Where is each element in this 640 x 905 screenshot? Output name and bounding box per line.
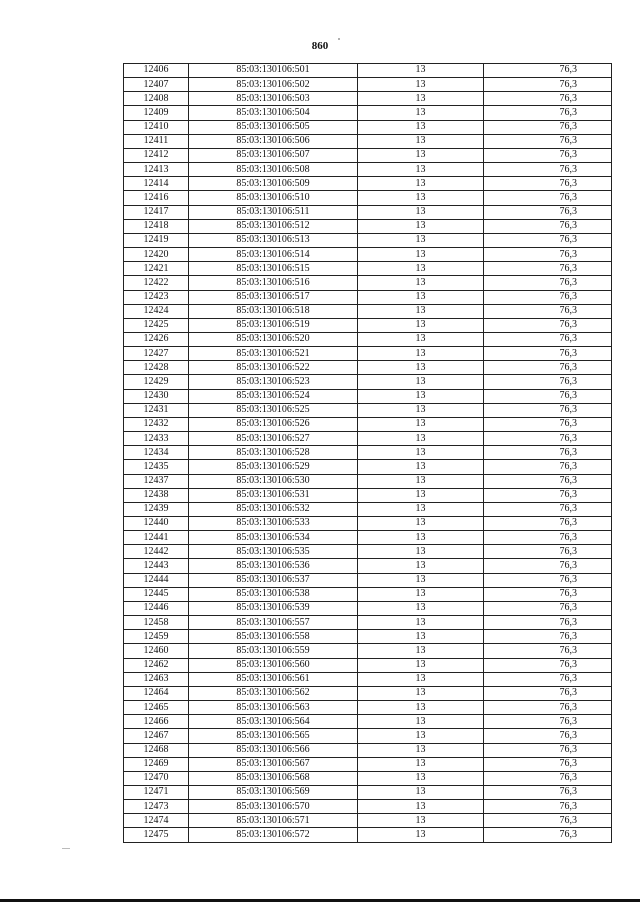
cadastral-number-cell: 85:03:130106:565 bbox=[189, 729, 358, 743]
table-row bbox=[124, 432, 612, 446]
cadastral-number-cell: 85:03:130106:521 bbox=[189, 347, 358, 361]
floor-cell: 13 bbox=[358, 502, 484, 516]
floor-cell: 13 bbox=[358, 814, 484, 828]
row-number-cell: 12422 bbox=[124, 276, 189, 290]
area-cell: 76,3 bbox=[484, 800, 612, 814]
row-number-cell: 12407 bbox=[124, 78, 189, 92]
cadastral-number-cell: 85:03:130106:559 bbox=[189, 644, 358, 658]
area-cell: 76,3 bbox=[484, 432, 612, 446]
cadastral-number-cell: 85:03:130106:567 bbox=[189, 757, 358, 771]
cadastral-number-cell: 85:03:130106:522 bbox=[189, 361, 358, 375]
table-row bbox=[124, 375, 612, 389]
row-number-cell: 12430 bbox=[124, 389, 189, 403]
table-row bbox=[124, 474, 612, 488]
area-cell: 76,3 bbox=[484, 729, 612, 743]
table-row bbox=[124, 559, 612, 573]
area-cell: 76,3 bbox=[484, 601, 612, 615]
area-cell: 76,3 bbox=[484, 658, 612, 672]
cadastral-number-cell: 85:03:130106:562 bbox=[189, 686, 358, 700]
row-number-cell: 12432 bbox=[124, 417, 189, 431]
cadastral-number-cell: 85:03:130106:561 bbox=[189, 672, 358, 686]
table-row bbox=[124, 290, 612, 304]
floor-cell: 13 bbox=[358, 559, 484, 573]
table-row bbox=[124, 78, 612, 92]
cadastral-number-cell: 85:03:130106:557 bbox=[189, 616, 358, 630]
table-row bbox=[124, 785, 612, 799]
floor-cell: 13 bbox=[358, 205, 484, 219]
floor-cell: 13 bbox=[358, 460, 484, 474]
area-cell: 76,3 bbox=[484, 446, 612, 460]
cadastral-number-cell: 85:03:130106:558 bbox=[189, 630, 358, 644]
row-number-cell: 12474 bbox=[124, 814, 189, 828]
area-cell: 76,3 bbox=[484, 163, 612, 177]
area-cell: 76,3 bbox=[484, 248, 612, 262]
cadastral-number-cell: 85:03:130106:512 bbox=[189, 219, 358, 233]
cadastral-number-cell: 85:03:130106:508 bbox=[189, 163, 358, 177]
floor-cell: 13 bbox=[358, 134, 484, 148]
floor-cell: 13 bbox=[358, 658, 484, 672]
row-number-cell: 12440 bbox=[124, 517, 189, 531]
cadastral-number-cell: 85:03:130106:532 bbox=[189, 502, 358, 516]
row-number-cell: 12416 bbox=[124, 191, 189, 205]
area-cell: 76,3 bbox=[484, 771, 612, 785]
area-cell: 76,3 bbox=[484, 517, 612, 531]
area-cell: 76,3 bbox=[484, 219, 612, 233]
row-number-cell: 12441 bbox=[124, 531, 189, 545]
row-number-cell: 12434 bbox=[124, 446, 189, 460]
row-number-cell: 12464 bbox=[124, 686, 189, 700]
area-cell: 76,3 bbox=[484, 177, 612, 191]
floor-cell: 13 bbox=[358, 488, 484, 502]
row-number-cell: 12408 bbox=[124, 92, 189, 106]
table-row bbox=[124, 771, 612, 785]
table-row bbox=[124, 446, 612, 460]
table-row bbox=[124, 177, 612, 191]
row-number-cell: 12466 bbox=[124, 715, 189, 729]
row-number-cell: 12473 bbox=[124, 800, 189, 814]
floor-cell: 13 bbox=[358, 686, 484, 700]
area-cell: 76,3 bbox=[484, 304, 612, 318]
row-number-cell: 12411 bbox=[124, 134, 189, 148]
cadastral-number-cell: 85:03:130106:516 bbox=[189, 276, 358, 290]
table-row bbox=[124, 276, 612, 290]
table-row bbox=[124, 205, 612, 219]
table-row bbox=[124, 601, 612, 615]
table-row bbox=[124, 701, 612, 715]
area-cell: 76,3 bbox=[484, 233, 612, 247]
floor-cell: 13 bbox=[358, 616, 484, 630]
row-number-cell: 12445 bbox=[124, 587, 189, 601]
table-row bbox=[124, 92, 612, 106]
area-cell: 76,3 bbox=[484, 318, 612, 332]
table-row bbox=[124, 616, 612, 630]
row-number-cell: 12469 bbox=[124, 757, 189, 771]
row-number-cell: 12475 bbox=[124, 828, 189, 842]
row-number-cell: 12424 bbox=[124, 304, 189, 318]
table-row bbox=[124, 517, 612, 531]
row-number-cell: 12421 bbox=[124, 262, 189, 276]
cadastral-number-cell: 85:03:130106:511 bbox=[189, 205, 358, 219]
table-row bbox=[124, 502, 612, 516]
floor-cell: 13 bbox=[358, 120, 484, 134]
table-row bbox=[124, 488, 612, 502]
table-row bbox=[124, 248, 612, 262]
cadastral-number-cell: 85:03:130106:527 bbox=[189, 432, 358, 446]
floor-cell: 13 bbox=[358, 304, 484, 318]
table-row bbox=[124, 800, 612, 814]
cadastral-number-cell: 85:03:130106:564 bbox=[189, 715, 358, 729]
cadastral-number-cell: 85:03:130106:501 bbox=[189, 64, 358, 78]
floor-cell: 13 bbox=[358, 375, 484, 389]
row-number-cell: 12417 bbox=[124, 205, 189, 219]
floor-cell: 13 bbox=[358, 290, 484, 304]
table-row bbox=[124, 531, 612, 545]
floor-cell: 13 bbox=[358, 92, 484, 106]
area-cell: 76,3 bbox=[484, 488, 612, 502]
area-cell: 76,3 bbox=[484, 276, 612, 290]
row-number-cell: 12444 bbox=[124, 573, 189, 587]
row-number-cell: 12439 bbox=[124, 502, 189, 516]
cadastral-number-cell: 85:03:130106:504 bbox=[189, 106, 358, 120]
floor-cell: 13 bbox=[358, 318, 484, 332]
cadastral-number-cell: 85:03:130106:536 bbox=[189, 559, 358, 573]
floor-cell: 13 bbox=[358, 828, 484, 842]
area-cell: 76,3 bbox=[484, 630, 612, 644]
table-row bbox=[124, 64, 612, 78]
table-row bbox=[124, 361, 612, 375]
area-cell: 76,3 bbox=[484, 460, 612, 474]
cadastral-number-cell: 85:03:130106:538 bbox=[189, 587, 358, 601]
table-row bbox=[124, 403, 612, 417]
row-number-cell: 12426 bbox=[124, 332, 189, 346]
area-cell: 76,3 bbox=[484, 205, 612, 219]
floor-cell: 13 bbox=[358, 701, 484, 715]
area-cell: 76,3 bbox=[484, 502, 612, 516]
cadastral-number-cell: 85:03:130106:517 bbox=[189, 290, 358, 304]
row-number-cell: 12412 bbox=[124, 148, 189, 162]
cadastral-number-cell: 85:03:130106:529 bbox=[189, 460, 358, 474]
floor-cell: 13 bbox=[358, 800, 484, 814]
cadastral-number-cell: 85:03:130106:563 bbox=[189, 701, 358, 715]
floor-cell: 13 bbox=[358, 332, 484, 346]
cadastral-number-cell: 85:03:130106:510 bbox=[189, 191, 358, 205]
cadastral-number-cell: 85:03:130106:506 bbox=[189, 134, 358, 148]
row-number-cell: 12465 bbox=[124, 701, 189, 715]
row-number-cell: 12435 bbox=[124, 460, 189, 474]
row-number-cell: 12438 bbox=[124, 488, 189, 502]
floor-cell: 13 bbox=[358, 573, 484, 587]
row-number-cell: 12428 bbox=[124, 361, 189, 375]
floor-cell: 13 bbox=[358, 106, 484, 120]
table-row bbox=[124, 573, 612, 587]
table-row bbox=[124, 587, 612, 601]
cadastral-number-cell: 85:03:130106:514 bbox=[189, 248, 358, 262]
row-number-cell: 12409 bbox=[124, 106, 189, 120]
area-cell: 76,3 bbox=[484, 148, 612, 162]
cadastral-number-cell: 85:03:130106:524 bbox=[189, 389, 358, 403]
floor-cell: 13 bbox=[358, 177, 484, 191]
row-number-cell: 12471 bbox=[124, 785, 189, 799]
area-cell: 76,3 bbox=[484, 417, 612, 431]
scan-speck bbox=[338, 38, 340, 40]
cadastral-number-cell: 85:03:130106:566 bbox=[189, 743, 358, 757]
row-number-cell: 12443 bbox=[124, 559, 189, 573]
area-cell: 76,3 bbox=[484, 347, 612, 361]
cadastral-number-cell: 85:03:130106:525 bbox=[189, 403, 358, 417]
table-row bbox=[124, 347, 612, 361]
row-number-cell: 12463 bbox=[124, 672, 189, 686]
table-row bbox=[124, 134, 612, 148]
margin-mark bbox=[62, 848, 70, 849]
area-cell: 76,3 bbox=[484, 616, 612, 630]
cadastral-number-cell: 85:03:130106:507 bbox=[189, 148, 358, 162]
row-number-cell: 12437 bbox=[124, 474, 189, 488]
area-cell: 76,3 bbox=[484, 686, 612, 700]
table-row bbox=[124, 191, 612, 205]
cadastral-number-cell: 85:03:130106:572 bbox=[189, 828, 358, 842]
table-row bbox=[124, 318, 612, 332]
floor-cell: 13 bbox=[358, 587, 484, 601]
cadastral-number-cell: 85:03:130106:531 bbox=[189, 488, 358, 502]
cadastral-number-cell: 85:03:130106:519 bbox=[189, 318, 358, 332]
table-row bbox=[124, 120, 612, 134]
floor-cell: 13 bbox=[358, 545, 484, 559]
row-number-cell: 12423 bbox=[124, 290, 189, 304]
area-cell: 76,3 bbox=[484, 191, 612, 205]
row-number-cell: 12462 bbox=[124, 658, 189, 672]
cadastral-number-cell: 85:03:130106:534 bbox=[189, 531, 358, 545]
area-cell: 76,3 bbox=[484, 757, 612, 771]
cadastral-number-cell: 85:03:130106:537 bbox=[189, 573, 358, 587]
cadastral-number-cell: 85:03:130106:569 bbox=[189, 785, 358, 799]
table-row bbox=[124, 743, 612, 757]
row-number-cell: 12425 bbox=[124, 318, 189, 332]
floor-cell: 13 bbox=[358, 389, 484, 403]
floor-cell: 13 bbox=[358, 233, 484, 247]
cadastral-number-cell: 85:03:130106:533 bbox=[189, 517, 358, 531]
table-row bbox=[124, 304, 612, 318]
area-cell: 76,3 bbox=[484, 106, 612, 120]
cadastral-number-cell: 85:03:130106:502 bbox=[189, 78, 358, 92]
cadastral-number-cell: 85:03:130106:560 bbox=[189, 658, 358, 672]
floor-cell: 13 bbox=[358, 630, 484, 644]
cadastral-number-cell: 85:03:130106:513 bbox=[189, 233, 358, 247]
floor-cell: 13 bbox=[358, 644, 484, 658]
area-cell: 76,3 bbox=[484, 814, 612, 828]
area-cell: 76,3 bbox=[484, 531, 612, 545]
area-cell: 76,3 bbox=[484, 545, 612, 559]
row-number-cell: 12470 bbox=[124, 771, 189, 785]
table-row bbox=[124, 757, 612, 771]
cadastral-number-cell: 85:03:130106:535 bbox=[189, 545, 358, 559]
table-row bbox=[124, 460, 612, 474]
row-number-cell: 12460 bbox=[124, 644, 189, 658]
table-row bbox=[124, 233, 612, 247]
area-cell: 76,3 bbox=[484, 559, 612, 573]
table-row bbox=[124, 658, 612, 672]
area-cell: 76,3 bbox=[484, 743, 612, 757]
table-row bbox=[124, 814, 612, 828]
row-number-cell: 12418 bbox=[124, 219, 189, 233]
page-number: 860 bbox=[311, 40, 329, 52]
floor-cell: 13 bbox=[358, 191, 484, 205]
table-row bbox=[124, 729, 612, 743]
floor-cell: 13 bbox=[358, 361, 484, 375]
floor-cell: 13 bbox=[358, 276, 484, 290]
cadastral-number-cell: 85:03:130106:526 bbox=[189, 417, 358, 431]
row-number-cell: 12414 bbox=[124, 177, 189, 191]
floor-cell: 13 bbox=[358, 517, 484, 531]
cadastral-number-cell: 85:03:130106:528 bbox=[189, 446, 358, 460]
area-cell: 76,3 bbox=[484, 715, 612, 729]
floor-cell: 13 bbox=[358, 771, 484, 785]
area-cell: 76,3 bbox=[484, 474, 612, 488]
row-number-cell: 12467 bbox=[124, 729, 189, 743]
table-row bbox=[124, 686, 612, 700]
area-cell: 76,3 bbox=[484, 644, 612, 658]
cadastral-number-cell: 85:03:130106:520 bbox=[189, 332, 358, 346]
row-number-cell: 12406 bbox=[124, 64, 189, 78]
table-row bbox=[124, 715, 612, 729]
table-row bbox=[124, 332, 612, 346]
table-body bbox=[124, 64, 612, 843]
cadastral-number-cell: 85:03:130106:518 bbox=[189, 304, 358, 318]
area-cell: 76,3 bbox=[484, 701, 612, 715]
row-number-cell: 12468 bbox=[124, 743, 189, 757]
table-row bbox=[124, 106, 612, 120]
table-row bbox=[124, 644, 612, 658]
floor-cell: 13 bbox=[358, 219, 484, 233]
cadastral-number-cell: 85:03:130106:539 bbox=[189, 601, 358, 615]
floor-cell: 13 bbox=[358, 729, 484, 743]
table-row bbox=[124, 262, 612, 276]
floor-cell: 13 bbox=[358, 446, 484, 460]
row-number-cell: 12419 bbox=[124, 233, 189, 247]
row-number-cell: 12458 bbox=[124, 616, 189, 630]
area-cell: 76,3 bbox=[484, 389, 612, 403]
table-row bbox=[124, 417, 612, 431]
cadastral-number-cell: 85:03:130106:509 bbox=[189, 177, 358, 191]
cadastral-number-cell: 85:03:130106:570 bbox=[189, 800, 358, 814]
table-row bbox=[124, 219, 612, 233]
row-number-cell: 12459 bbox=[124, 630, 189, 644]
area-cell: 76,3 bbox=[484, 332, 612, 346]
floor-cell: 13 bbox=[358, 248, 484, 262]
floor-cell: 13 bbox=[358, 672, 484, 686]
floor-cell: 13 bbox=[358, 601, 484, 615]
floor-cell: 13 bbox=[358, 417, 484, 431]
area-cell: 76,3 bbox=[484, 64, 612, 78]
table-row bbox=[124, 163, 612, 177]
area-cell: 76,3 bbox=[484, 120, 612, 134]
floor-cell: 13 bbox=[358, 757, 484, 771]
floor-cell: 13 bbox=[358, 64, 484, 78]
table-row bbox=[124, 389, 612, 403]
floor-cell: 13 bbox=[358, 148, 484, 162]
floor-cell: 13 bbox=[358, 403, 484, 417]
cadastral-number-cell: 85:03:130106:568 bbox=[189, 771, 358, 785]
cadastral-number-cell: 85:03:130106:515 bbox=[189, 262, 358, 276]
table-row bbox=[124, 630, 612, 644]
area-cell: 76,3 bbox=[484, 672, 612, 686]
bottom-rule bbox=[0, 899, 640, 902]
area-cell: 76,3 bbox=[484, 573, 612, 587]
area-cell: 76,3 bbox=[484, 92, 612, 106]
row-number-cell: 12413 bbox=[124, 163, 189, 177]
area-cell: 76,3 bbox=[484, 361, 612, 375]
table-row bbox=[124, 545, 612, 559]
cadastral-number-cell: 85:03:130106:505 bbox=[189, 120, 358, 134]
floor-cell: 13 bbox=[358, 743, 484, 757]
floor-cell: 13 bbox=[358, 262, 484, 276]
area-cell: 76,3 bbox=[484, 785, 612, 799]
cadastral-number-cell: 85:03:130106:530 bbox=[189, 474, 358, 488]
floor-cell: 13 bbox=[358, 432, 484, 446]
area-cell: 76,3 bbox=[484, 375, 612, 389]
table-row bbox=[124, 148, 612, 162]
area-cell: 76,3 bbox=[484, 262, 612, 276]
data-table bbox=[123, 63, 612, 843]
row-number-cell: 12446 bbox=[124, 601, 189, 615]
floor-cell: 13 bbox=[358, 474, 484, 488]
table-row bbox=[124, 672, 612, 686]
row-number-cell: 12442 bbox=[124, 545, 189, 559]
cadastral-number-cell: 85:03:130106:571 bbox=[189, 814, 358, 828]
cadastral-number-cell: 85:03:130106:523 bbox=[189, 375, 358, 389]
floor-cell: 13 bbox=[358, 78, 484, 92]
cadastral-number-cell: 85:03:130106:503 bbox=[189, 92, 358, 106]
floor-cell: 13 bbox=[358, 347, 484, 361]
row-number-cell: 12431 bbox=[124, 403, 189, 417]
area-cell: 76,3 bbox=[484, 403, 612, 417]
row-number-cell: 12420 bbox=[124, 248, 189, 262]
floor-cell: 13 bbox=[358, 163, 484, 177]
area-cell: 76,3 bbox=[484, 134, 612, 148]
area-cell: 76,3 bbox=[484, 78, 612, 92]
table-row bbox=[124, 828, 612, 842]
row-number-cell: 12429 bbox=[124, 375, 189, 389]
floor-cell: 13 bbox=[358, 531, 484, 545]
floor-cell: 13 bbox=[358, 715, 484, 729]
floor-cell: 13 bbox=[358, 785, 484, 799]
area-cell: 76,3 bbox=[484, 828, 612, 842]
row-number-cell: 12410 bbox=[124, 120, 189, 134]
area-cell: 76,3 bbox=[484, 587, 612, 601]
row-number-cell: 12433 bbox=[124, 432, 189, 446]
area-cell: 76,3 bbox=[484, 290, 612, 304]
row-number-cell: 12427 bbox=[124, 347, 189, 361]
